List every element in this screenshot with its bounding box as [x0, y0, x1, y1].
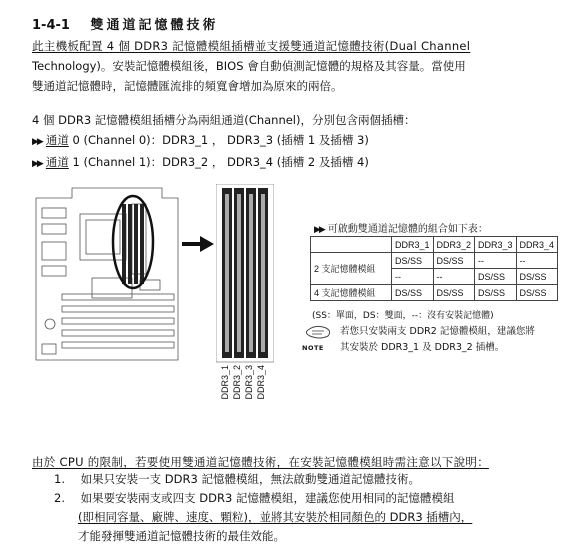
- note-label: NOTE: [302, 344, 324, 352]
- note-line-1: 若您只安裝兩支 DDR2 記憶體模組，建議您將: [340, 326, 535, 337]
- list-item-line-1: 如果要安裝兩支或四支 DDR3 記憶體模組，建議您使用相同的記憶體模組: [80, 491, 455, 505]
- dimm-slot-3: [246, 188, 256, 358]
- table-row: [311, 253, 558, 269]
- dimm-slot-2: [234, 188, 244, 358]
- pcie-slot: [62, 306, 174, 312]
- dimm-slot-1: [222, 188, 232, 358]
- table-cell: DS/SS: [392, 285, 434, 301]
- table-cell: --: [392, 269, 434, 285]
- intro-line-1: 此主機板配置 4 個 DDR3 記憶體模組插槽並支援雙通道記憶體技術(Dual Channel: [32, 39, 471, 53]
- io-port: [42, 208, 66, 218]
- slot-label-ddr3-1: DDR3_1: [220, 365, 230, 400]
- channel-0-text: 0 (Channel 0)：DDR3_1 ， DDR3_3 (插槽 1 及插槽 3): [68, 133, 369, 147]
- header: [42, 344, 56, 354]
- pcie-slot: [62, 330, 174, 336]
- battery: [45, 319, 55, 329]
- io-port: [42, 224, 66, 234]
- table-header-cell: DDR3_3: [475, 237, 517, 253]
- table-cell: DS/SS: [516, 269, 558, 285]
- section-heading: [32, 14, 218, 33]
- channel-0-prefix: 通道: [45, 133, 69, 147]
- channel-1-line: [32, 152, 560, 174]
- list-item-number: 1.: [54, 472, 65, 486]
- table-cell: DS/SS: [475, 269, 517, 285]
- list-item: [54, 489, 454, 508]
- table-header-cell: [311, 237, 392, 253]
- dimm-slots-zoom: [216, 184, 274, 364]
- dimm-slot-4: [258, 188, 268, 358]
- table-row: [311, 285, 558, 301]
- table-header-row: [311, 237, 558, 253]
- table-header-cell: DDR3_1: [392, 237, 434, 253]
- list-item-line-2: (即相同容量、廠牌、速度、顆粒)，並將其安裝於相同顏色的 DDR3 插槽內，: [78, 510, 473, 524]
- double-arrow-icon: ▶▶: [314, 225, 324, 235]
- table-header-cell: DDR3_4: [516, 237, 558, 253]
- table-row-label: 2 支記憶體模組: [311, 253, 392, 285]
- channel-0-line: [32, 130, 560, 152]
- slot-label-ddr3-2: DDR3_2: [232, 365, 242, 400]
- table-header-cell: DDR3_2: [433, 237, 475, 253]
- cpu-socket: [80, 214, 126, 260]
- double-arrow-icon: ▶▶: [32, 137, 42, 147]
- slot-label-ddr3-3: DDR3_3: [244, 365, 254, 400]
- config-caption: 可啟動雙通道記憶體的組合如下表：: [327, 224, 488, 235]
- pcie-slot: [62, 318, 174, 324]
- channel-1-text: 1 (Channel 1)：DDR3_2 ， DDR3_4 (插槽 2 及插槽 4): [68, 155, 369, 169]
- table-cell: DS/SS: [392, 253, 434, 269]
- list-item: [54, 470, 420, 489]
- table-legend: (SS：單面，DS：雙面，--：沒有安裝記憶體): [312, 311, 494, 321]
- pcie-slot: [62, 342, 174, 348]
- double-arrow-icon: ▶▶: [32, 159, 42, 169]
- intro-line-3: 雙通道記憶體時，記憶體匯流排的頻寬會增加為原來的兩倍。: [32, 79, 343, 93]
- io-port: [42, 266, 66, 276]
- channels-intro: 4 個 DDR3 記憶體模組插槽分為兩組通道(Channel)，分別包含兩個插槽：: [32, 113, 416, 127]
- intro-line-2: Technology)。安裝記憶體模組後，BIOS 會自動偵測記憶體的規格及其容量。當使用: [32, 59, 466, 73]
- table-cell: --: [433, 269, 475, 285]
- pcie-slot: [62, 294, 174, 300]
- table-cell: --: [475, 253, 517, 269]
- list-item-text: 如果只安裝一支 DDR3 記憶體模組，無法啟動雙通道記憶體技術。: [80, 472, 420, 486]
- table-cell: DS/SS: [433, 285, 475, 301]
- slot-label-ddr3-4: DDR3_4: [256, 365, 266, 400]
- limits-intro: [32, 452, 560, 472]
- channels-block: [32, 110, 560, 174]
- list-item-line-3: 才能發揮雙通道記憶體技術的最佳效能。: [78, 529, 285, 543]
- note-text: [340, 324, 535, 356]
- table-cell: DS/SS: [516, 285, 558, 301]
- table-cell: DS/SS: [475, 285, 517, 301]
- right-arrow-icon: [182, 236, 214, 252]
- list-item-number: 2.: [54, 491, 65, 505]
- table-cell: --: [516, 253, 558, 269]
- channel-1-prefix: 通道: [45, 155, 69, 169]
- limits-intro-text: 由於 CPU 的限制，若要使用雙通道記憶體技術，在安裝記憶體模組時需注意以下說明：: [32, 455, 489, 469]
- table-cell: DS/SS: [433, 253, 475, 269]
- note-line-2: 其安裝於 DDR3_1 及 DDR3_2 插槽。: [340, 342, 505, 353]
- intro-paragraph: [32, 36, 560, 96]
- io-port: [42, 242, 66, 260]
- table-row-label: 4 支記憶體模組: [311, 285, 392, 301]
- section-title: 雙通道記憶體技術: [90, 18, 219, 33]
- memory-config-table: [310, 236, 558, 301]
- config-caption-line: [314, 220, 488, 235]
- section-number: 1-4-1: [32, 18, 70, 33]
